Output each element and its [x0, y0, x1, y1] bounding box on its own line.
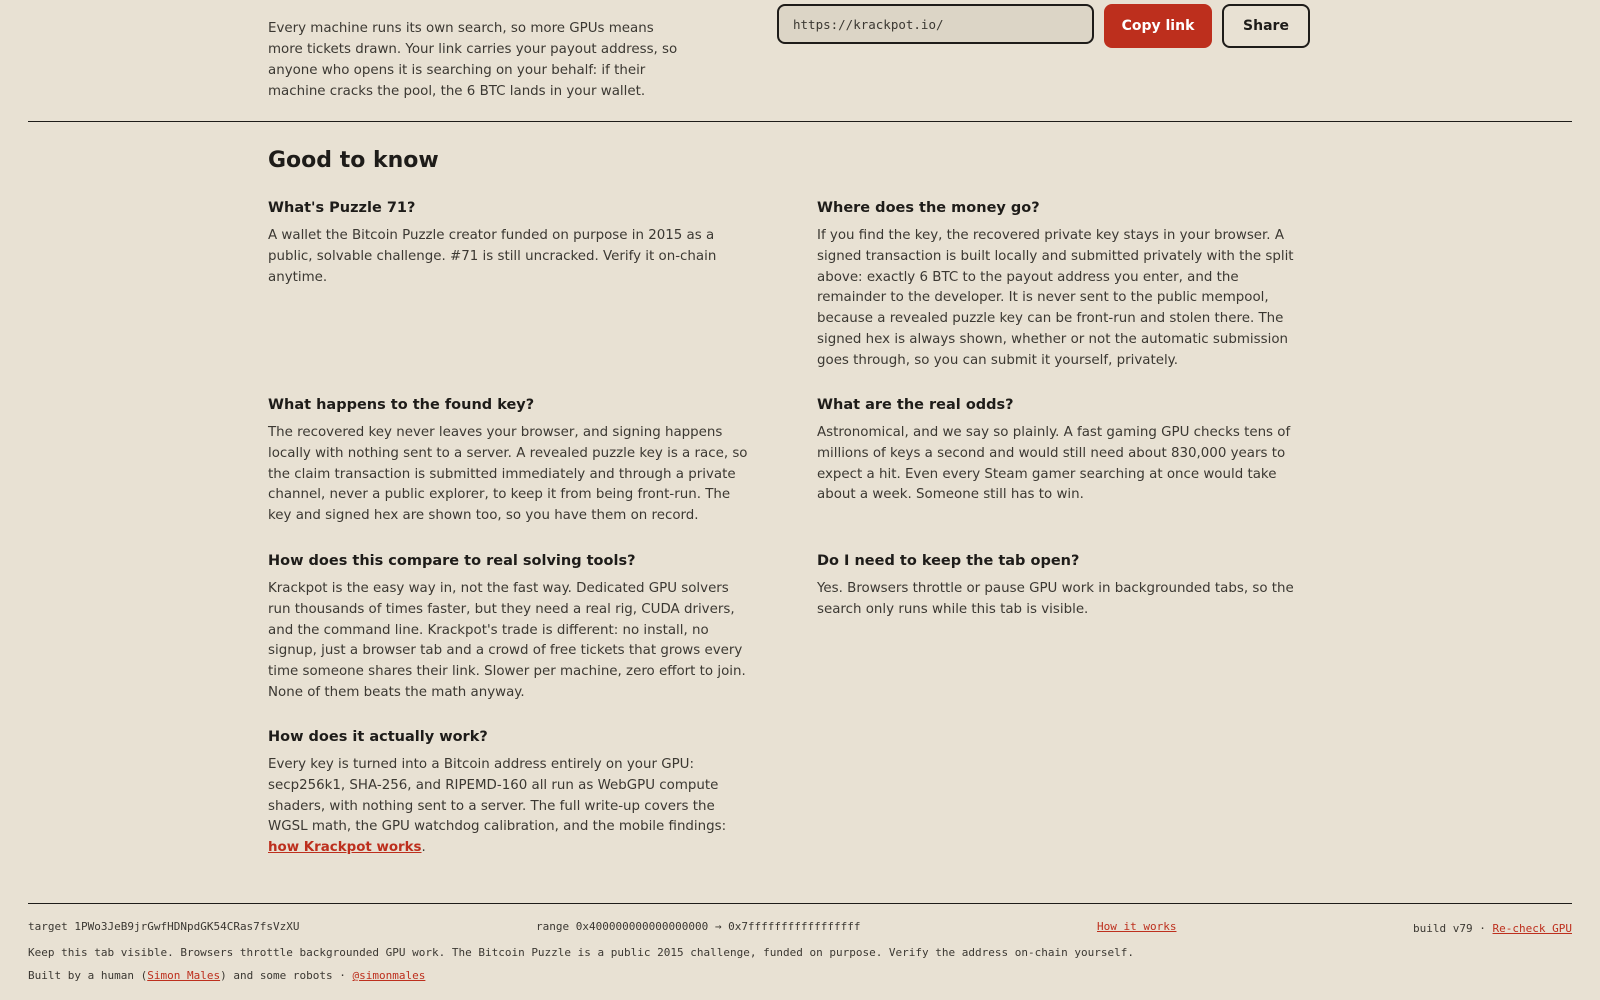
- how-krackpot-works-link[interactable]: how Krackpot works: [268, 840, 422, 856]
- recheck-gpu-link[interactable]: Re-check GPU: [1492, 922, 1572, 935]
- range-label: range: [536, 920, 570, 933]
- how-it-works-link[interactable]: How it works: [1097, 920, 1177, 933]
- faq-item-compare: [268, 551, 748, 704]
- target-label: target: [28, 920, 68, 933]
- footer-divider: [28, 903, 1572, 904]
- faq-question: What happens to the found key?: [268, 397, 535, 413]
- copy-link-button[interactable]: Copy link: [1104, 4, 1212, 48]
- faq-answer: A wallet the Bitcoin Puzzle creator funded on purpose in 2015 as a public, solvable challenge. #71 is still uncracked. Verify it on-chain anytime.: [268, 228, 717, 285]
- faq-answer: If you find the key, the recovered private key stays in your browser. A signed transaction is built locally and submitted privately with the split above: exactly 6 BTC to the payout address you enter, and the remainder to the developer. It is never sent to the public mempool, because a revealed puzzle key can be front-run and stolen there. The signed hex is always shown, whether or not the automatic submission goes through, so you can submit it yourself, privately.: [817, 228, 1294, 368]
- faq-answer: Yes. Browsers throttle or pause GPU work in backgrounded tabs, so the search only runs while this tab is visible.: [817, 581, 1294, 617]
- range-readout: [536, 920, 861, 933]
- credit-mid: ) and some robots ·: [220, 969, 353, 982]
- faq-question: How does it actually work?: [268, 729, 488, 745]
- author-handle-link[interactable]: @simonmales: [352, 969, 426, 982]
- faq-question: How does this compare to real solving tools?: [268, 553, 636, 569]
- range-value: 0x400000000000000000 → 0x7fffffffffffffffff: [575, 920, 861, 933]
- share-button[interactable]: Share: [1222, 4, 1310, 48]
- faq-answer: Astronomical, and we say so plainly. A fast gaming GPU checks tens of millions of keys a second and would still need about 830,000 years to expect a hit. Even every Steam gamer searching at once would take about a week. Someone still has to win.: [817, 425, 1291, 503]
- faq-item-how-it-works: [268, 727, 748, 859]
- share-url-input[interactable]: [777, 4, 1094, 44]
- faq-item-puzzle-71: [268, 198, 748, 288]
- faq-title: Good to know: [268, 148, 439, 173]
- faq-question: What's Puzzle 71?: [268, 200, 416, 216]
- target-readout: [28, 920, 300, 933]
- build-info: [1413, 922, 1572, 935]
- build-version: build v79 ·: [1413, 922, 1486, 935]
- faq-answer: Krackpot is the easy way in, not the fast way. Dedicated GPU solvers run thousands of times faster, but they need a real rig, CUDA drivers, and the command line. Krackpot's trade is different: no install, no signup, just a browser tab and a crowd of free tickets that grows every time someone shares their link. Slower per machine, zero effort to join. None of them beats the math anyway.: [268, 581, 746, 700]
- share-row: [777, 4, 1310, 48]
- faq-answer: The recovered key never leaves your browser, and signing happens locally with nothing sent to a server. A revealed puzzle key is a race, so the claim transaction is submitted immediately and through a private channel, never a public explorer, to keep it from being front-run. The key and signed hex are shown too, so you have them on record.: [268, 425, 748, 524]
- faq-item-tab-open: [817, 551, 1297, 621]
- faq-question: Where does the money go?: [817, 200, 1040, 216]
- faq-item-found-key: [268, 395, 748, 527]
- credit-prefix: Built by a human (: [28, 969, 148, 982]
- faq-question: What are the real odds?: [817, 397, 1014, 413]
- faq-item-money: [817, 198, 1297, 372]
- faq-item-odds: [817, 395, 1297, 506]
- target-address: 1PWo3JeB9jrGwfHDNpdGK54CRas7fsVzXU: [74, 920, 300, 933]
- faq-question: Do I need to keep the tab open?: [817, 553, 1080, 569]
- footer-notice: Keep this tab visible. Browsers throttle backgrounded GPU work. The Bitcoin Puzzle is a public 2015 challenge, funded on purpose. Verify the address on-chain yourself.: [28, 946, 1134, 959]
- faq-answer: [268, 755, 748, 859]
- author-link[interactable]: Simon Males: [147, 969, 221, 982]
- faq-answer-end: .: [421, 840, 426, 856]
- intro-text: Every machine runs its own search, so more GPUs means more tickets drawn. Your link carries your payout address, so anyone who opens it is searching on your behalf: if their machine cracks the pool, the 6 BTC lands in your wallet.: [268, 21, 678, 99]
- faq-answer-text: Every key is turned into a Bitcoin address entirely on your GPU: secp256k1, SHA-256, and RIPEMD-160 all run as WebGPU compute shaders, with nothing sent to a server. The full write-up covers the WGSL math, the GPU watchdog calibration, and the mobile findings:: [268, 757, 727, 835]
- footer-credit: [28, 969, 425, 982]
- section-divider: [28, 121, 1572, 122]
